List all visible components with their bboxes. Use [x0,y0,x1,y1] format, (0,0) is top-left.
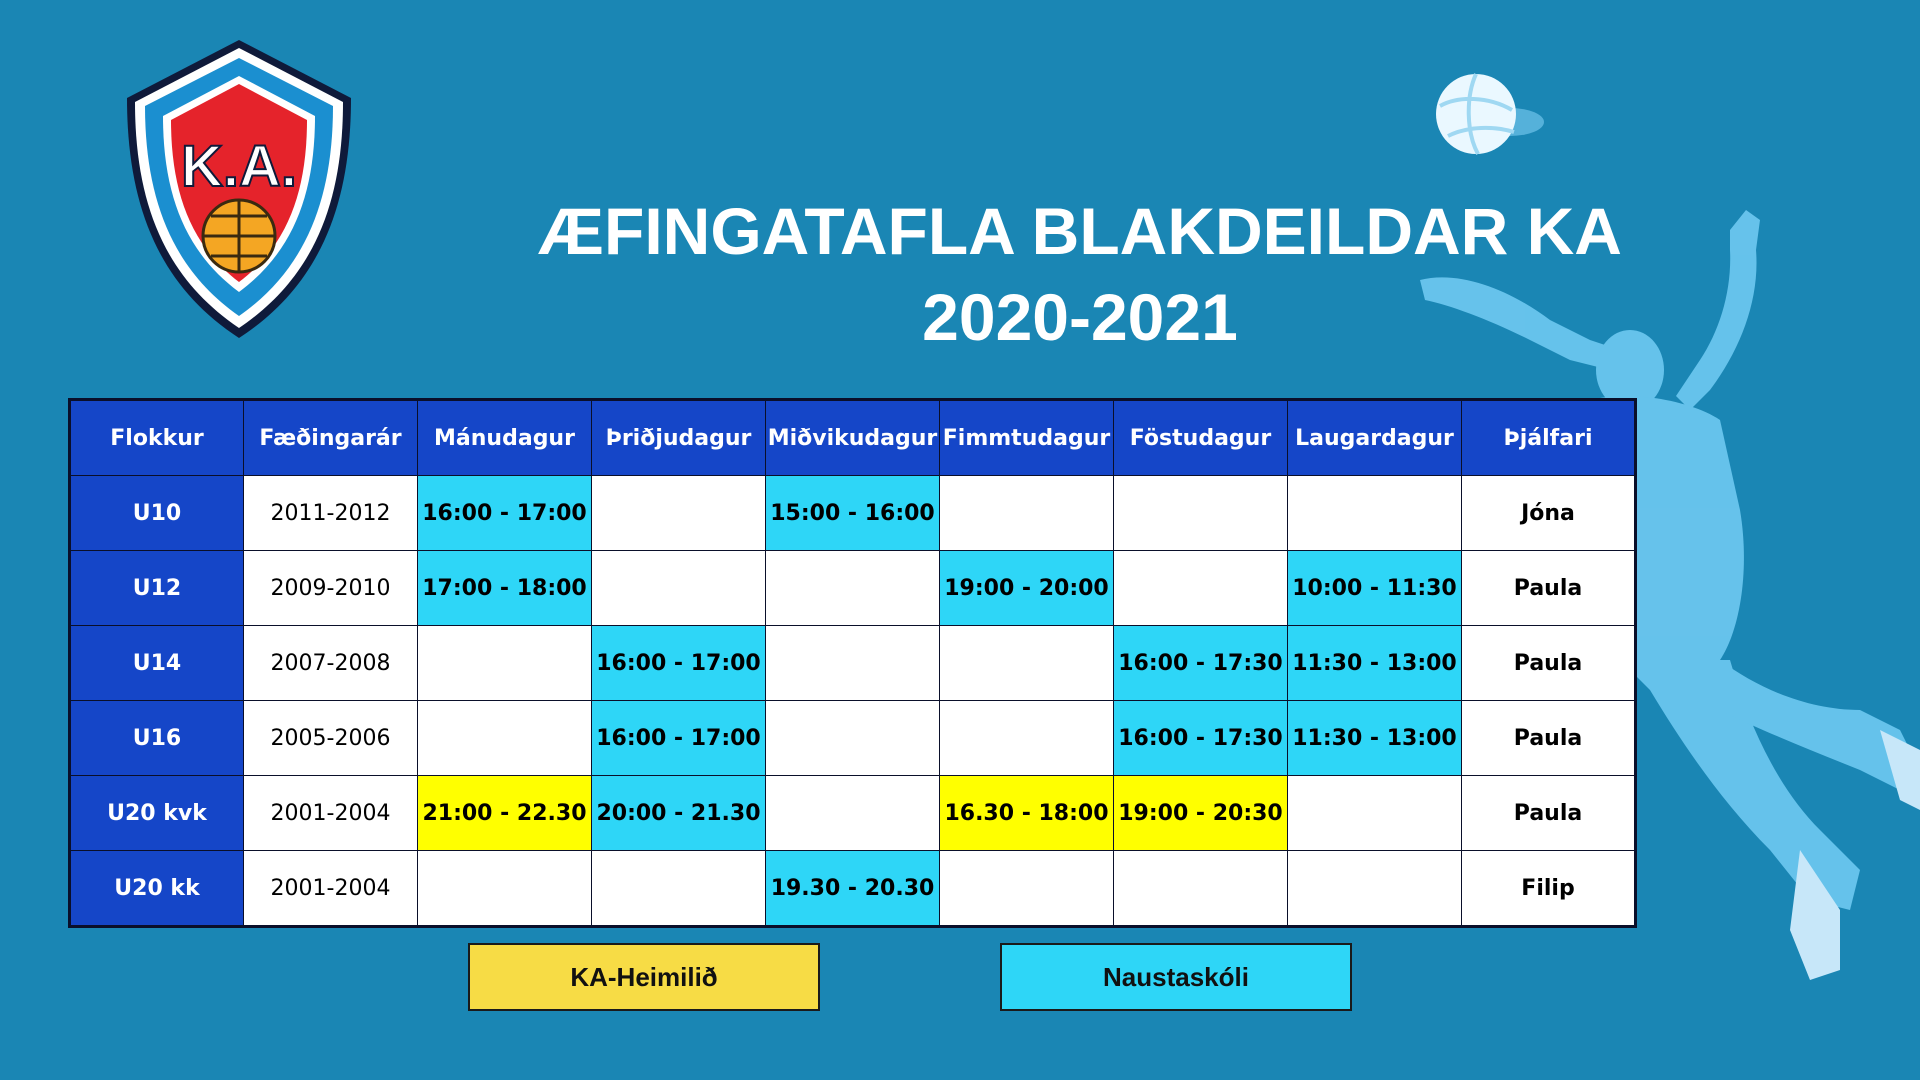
slot-cell: 10:00 - 11:30 [1288,551,1462,626]
slot-cell: 17:00 - 18:00 [418,551,592,626]
header-midvikudagur: Miðvikudagur [766,400,940,476]
slot-cell [766,626,940,701]
group-cell: U20 kk [70,851,244,927]
coach-cell: Paula [1462,626,1636,701]
slot-cell [1114,851,1288,927]
header-thjalfari: Þjálfari [1462,400,1636,476]
slot-cell: 16:00 - 17:30 [1114,701,1288,776]
slot-cell [766,776,940,851]
slot-cell: 16:00 - 17:00 [592,701,766,776]
slot-cell [1288,776,1462,851]
slot-cell [940,701,1114,776]
group-cell: U12 [70,551,244,626]
slot-cell: 19:00 - 20:00 [940,551,1114,626]
slot-cell: 15:00 - 16:00 [766,476,940,551]
slot-cell: 20:00 - 21.30 [592,776,766,851]
page-title-line-1: ÆFINGATAFLA BLAKDEILDAR KA [538,194,1622,268]
slot-cell [1114,476,1288,551]
slot-cell: 19.30 - 20.30 [766,851,940,927]
slot-cell [1288,476,1462,551]
slot-cell [1114,551,1288,626]
coach-cell: Filip [1462,851,1636,927]
slot-cell: 21:00 - 22.30 [418,776,592,851]
table-row [70,626,1636,701]
coach-cell: Paula [1462,701,1636,776]
table-row [70,701,1636,776]
slot-cell: 16.30 - 18:00 [940,776,1114,851]
page-title-line-2: 2020-2021 [922,280,1238,354]
slot-cell [418,626,592,701]
years-cell: 2007-2008 [244,626,418,701]
coach-cell: Paula [1462,551,1636,626]
coach-cell: Jóna [1462,476,1636,551]
slot-cell [418,851,592,927]
slot-cell [592,851,766,927]
header-laugardagur: Laugardagur [1288,400,1462,476]
slot-cell: 16:00 - 17:00 [592,626,766,701]
slot-cell: 11:30 - 13:00 [1288,701,1462,776]
slot-cell: 19:00 - 20:30 [1114,776,1288,851]
header-faedingarar: Fæðingarár [244,400,418,476]
page-title [440,188,1720,360]
slot-cell [940,626,1114,701]
group-cell: U14 [70,626,244,701]
slot-cell [592,551,766,626]
training-schedule-table [68,398,1637,928]
header-flokkur: Flokkur [70,400,244,476]
group-cell: U10 [70,476,244,551]
table-row [70,851,1636,927]
header-fimmtudagur: Fimmtudagur [940,400,1114,476]
years-cell: 2001-2004 [244,851,418,927]
slot-cell [940,476,1114,551]
coach-cell: Paula [1462,776,1636,851]
years-cell: 2009-2010 [244,551,418,626]
volleyball-icon [1418,66,1548,166]
slot-cell [1288,851,1462,927]
header-fostudagur: Föstudagur [1114,400,1288,476]
slot-cell [418,701,592,776]
slot-cell: 16:00 - 17:30 [1114,626,1288,701]
slot-cell: 11:30 - 13:00 [1288,626,1462,701]
table-row [70,776,1636,851]
slot-cell: 16:00 - 17:00 [418,476,592,551]
slot-cell [766,701,940,776]
group-cell: U16 [70,701,244,776]
years-cell: 2011-2012 [244,476,418,551]
header-manudagur: Mánudagur [418,400,592,476]
ka-club-crest-icon [118,36,360,342]
legend-ka-heimilid: KA-Heimilið [468,943,820,1011]
years-cell: 2005-2006 [244,701,418,776]
table-row [70,476,1636,551]
crest-text: K.A. [181,134,297,199]
years-cell: 2001-2004 [244,776,418,851]
table-row [70,551,1636,626]
slot-cell [940,851,1114,927]
group-cell: U20 kvk [70,776,244,851]
slot-cell [766,551,940,626]
table-header-row [70,400,1636,476]
slot-cell [592,476,766,551]
legend-naustaskoli: Naustaskóli [1000,943,1352,1011]
header-thridjudagur: Þriðjudagur [592,400,766,476]
